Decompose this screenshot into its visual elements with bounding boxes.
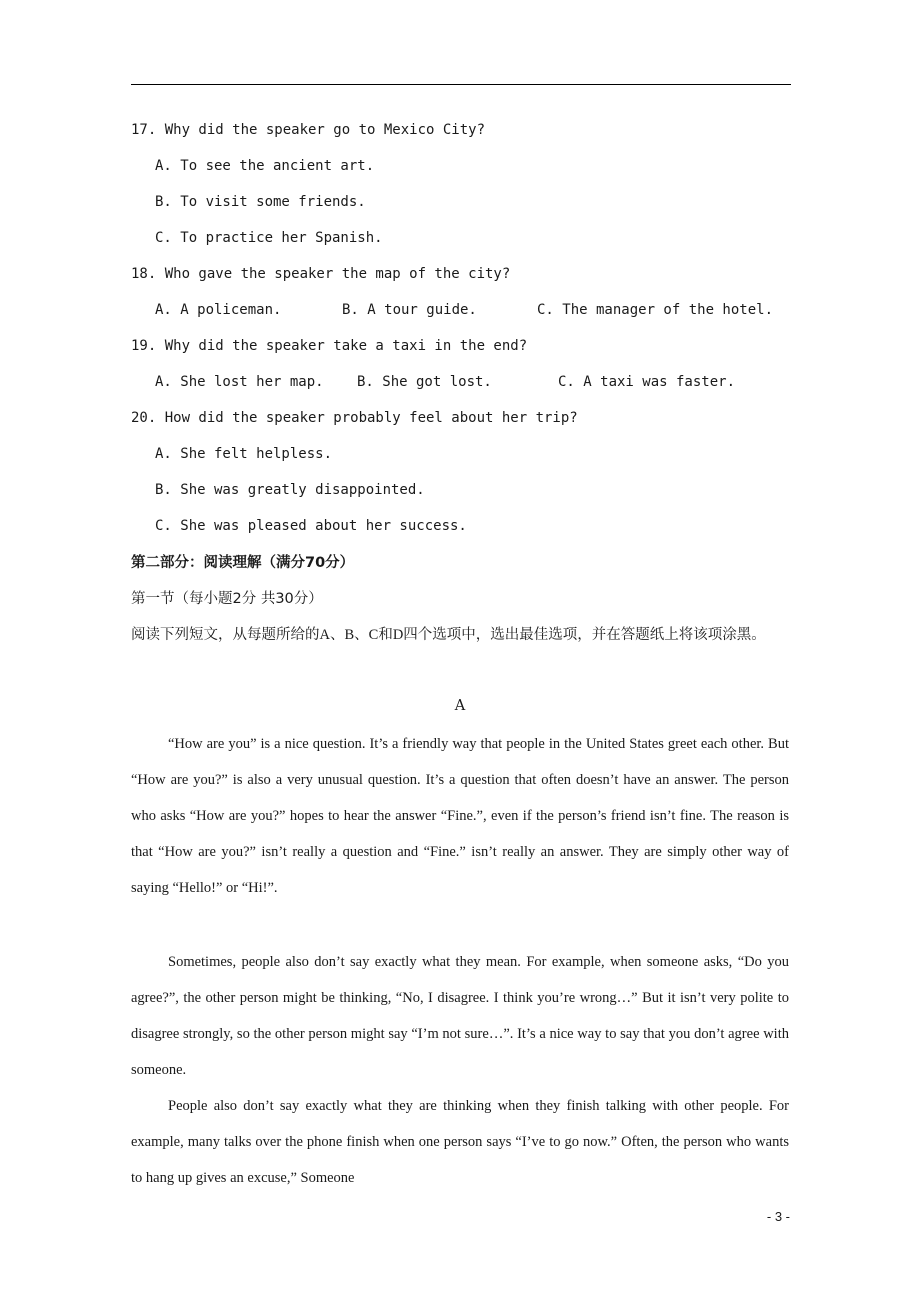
question-20-option-c: C. She was pleased about her success.	[155, 518, 467, 534]
header-rule	[131, 84, 791, 85]
question-19-option-c: C. A taxi was faster.	[558, 374, 736, 390]
question-18-stem: 18. Who gave the speaker the map of the city?	[131, 266, 511, 282]
passage-paragraph-1: “How are you” is a nice question. It’s a friendly way that people in the United States greet each other. But “How are you?” is also a very unusual question. It’s a question that often doesn’t have an answer. The person who asks “How are you?” hopes to hear the answer “Fine.”, even if the person’s friend isn’t fine. The reason is that “How are you?” isn’t really a question and “Fine.” isn’t really an answer. They are simply other way of saying “Hello!” or “Hi!”.	[131, 736, 789, 896]
question-19-stem: 19. Why did the speaker take a taxi in the end?	[131, 338, 528, 354]
question-19-option-a: A. She lost her map.	[155, 374, 324, 390]
question-17-option-c: C. To practice her Spanish.	[155, 230, 383, 246]
question-20-option-b: B. She was greatly disappointed.	[155, 482, 425, 498]
section-title: 第二部分：阅读理解（满分70分）	[131, 555, 355, 571]
question-17-option-a: A. To see the ancient art.	[155, 158, 375, 174]
passage-paragraph-3: People also don’t say exactly what they are thinking when they finish talking with other people. For example, many talks over the phone finish when one person says “I’ve to go now.” Often, the person who wants to hang up gives an excuse,” Someone	[131, 1098, 789, 1186]
section-subtitle: 第一节（每小题2分 共30分）	[131, 591, 323, 607]
question-20-stem: 20. How did the speaker probably feel about her trip?	[131, 410, 578, 426]
page-number: - 3 -	[766, 1209, 790, 1224]
question-18-option-a: A. A policeman.	[155, 302, 282, 318]
passage-label: A	[454, 698, 466, 714]
question-18-option-b: B. A tour guide.	[342, 302, 477, 318]
passage-paragraph-2: Sometimes, people also don’t say exactly what they mean. For example, when someone asks, “Do you agree?”, the other person might be thinking, “No, I disagree. I think you’re wrong…” But it isn’t very polite to disagree strongly, so the other person might say “I’m not sure…”. It’s a nice way to say that you don’t agree with someone.	[131, 954, 789, 1078]
question-17-stem: 17. Why did the speaker go to Mexico City?	[131, 122, 486, 138]
question-20-option-a: A. She felt helpless.	[155, 446, 333, 462]
section-instruction: 阅读下列短文，从每题所给的A、B、C和D四个选项中，选出最佳选项，并在答题纸上将该项涂黑。	[131, 627, 766, 643]
question-19-option-b: B. She got lost.	[357, 374, 492, 390]
question-17-option-b: B. To visit some friends.	[155, 194, 366, 210]
question-18-option-c: C. The manager of the hotel.	[537, 302, 774, 318]
